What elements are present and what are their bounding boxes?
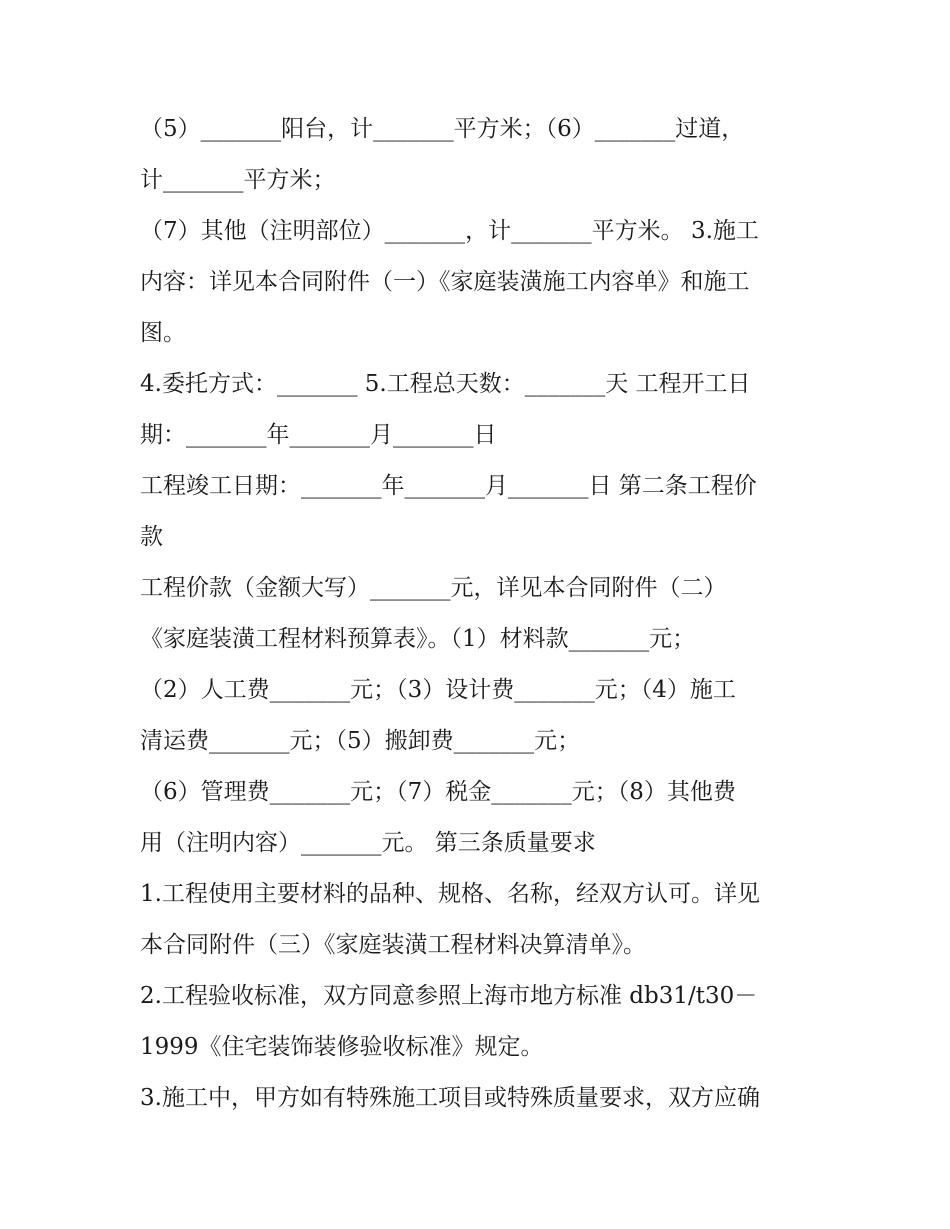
text-line: （2）人工费_______元；（3）设计费_______元；（4）施工 bbox=[140, 677, 736, 703]
text-line: 内容：详见本合同附件（一）《家庭装潢施工内容单》和施工 bbox=[140, 269, 750, 295]
text-line: 本合同附件（三）《家庭装潢工程材料决算清单》。 bbox=[140, 932, 646, 958]
text-line: 款 bbox=[140, 524, 163, 550]
text-line: 2.工程验收标准，双方同意参照上海市地方标准 db31/t30－ bbox=[140, 983, 758, 1009]
text-line: 3.施工中，甲方如有特殊施工项目或特殊质量要求，双方应确 bbox=[140, 1085, 760, 1111]
text-line: 4.委托方式：_______ 5.工程总天数：_______天 工程开工日 bbox=[140, 371, 751, 397]
contract-page bbox=[140, 104, 820, 1124]
text-line: （6）管理费_______元；（7）税金_______元；（8）其他费 bbox=[140, 779, 736, 805]
text-line: 1.工程使用主要材料的品种、规格、名称，经双方认可。详见 bbox=[140, 881, 760, 907]
text-line: （5）_______阳台，计_______平方米；（6）_______过道， bbox=[140, 116, 745, 142]
text-line: 工程竣工日期：_______年_______月_______日 第二条工程价 bbox=[140, 473, 757, 499]
text-line: 期：_______年_______月_______日 bbox=[140, 422, 497, 448]
text-line: 图。 bbox=[140, 320, 186, 346]
text-line: 《家庭装潢工程材料预算表》。（1）材料款_______元； bbox=[140, 626, 696, 652]
text-line: 1999《住宅装饰装修验收标准》规定。 bbox=[140, 1034, 544, 1060]
text-line: 清运费_______元；（5）搬卸费_______元； bbox=[140, 728, 581, 754]
text-line: （7）其他（注明部位）_______，计_______平方米。 3.施工 bbox=[140, 218, 759, 244]
text-line: 计_______平方米； bbox=[140, 167, 336, 193]
text-line: 工程价款（金额大写）_______元，详见本合同附件（二） bbox=[140, 575, 727, 601]
text-line: 用（注明内容）_______元。 第三条质量要求 bbox=[140, 830, 596, 856]
